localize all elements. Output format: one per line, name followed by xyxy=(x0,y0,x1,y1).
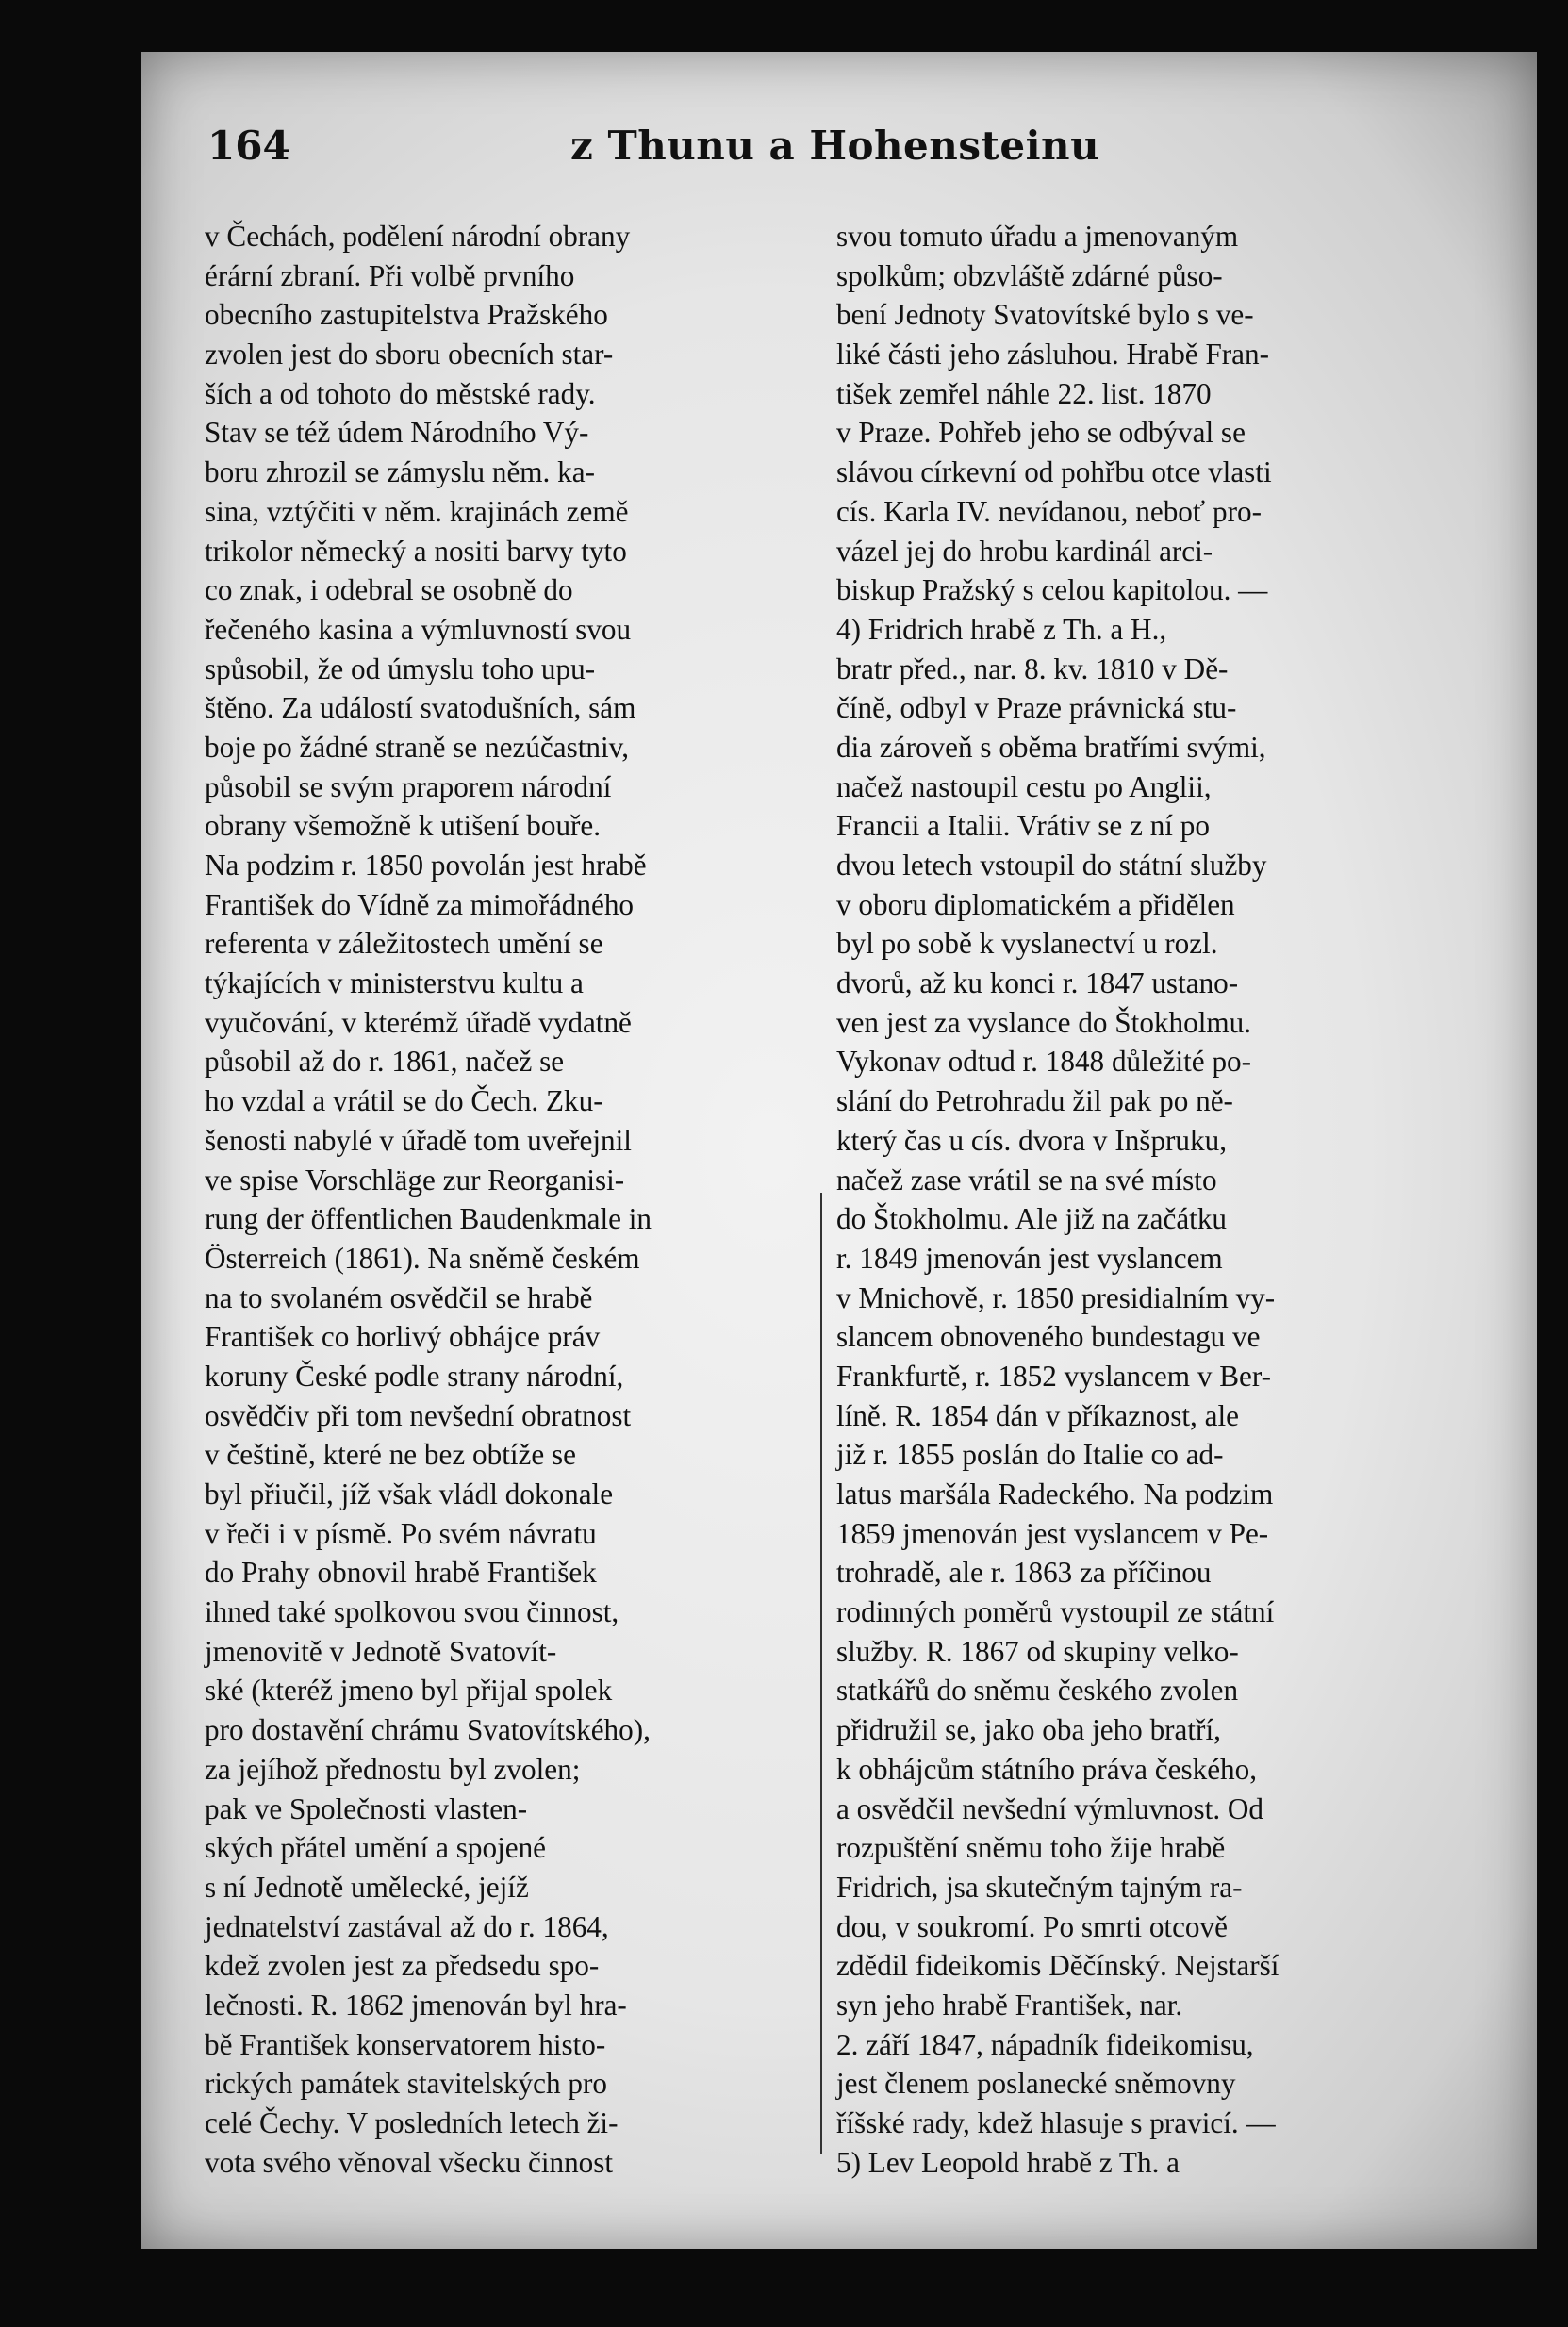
text-line: trohradě, ale r. 1863 za příčinou xyxy=(836,1556,1212,1590)
text-line: rických památek stavitelských pro xyxy=(205,2067,607,2101)
text-line: ve spise Vorschläge zur Reorganisi- xyxy=(205,1163,625,1197)
text-line: František do Vídně za mimořádného xyxy=(205,887,635,921)
text-line: ské (kteréž jmeno byl přijal spolek xyxy=(205,1674,613,1708)
left-column xyxy=(205,217,813,2182)
text-line: 4) Fridrich hrabě z Th. a H., xyxy=(836,612,1167,646)
text-line: načež zase vrátil se na své místo xyxy=(836,1163,1217,1197)
text-line: pro dostavění chrámu Svatovítského), xyxy=(205,1713,651,1747)
text-line: číně, odbyl v Praze právnická stu- xyxy=(836,691,1237,725)
text-line: bě František konservatorem histo- xyxy=(205,2027,606,2061)
text-line: ších a od tohoto do městské rady. xyxy=(205,376,596,410)
text-line: kdež zvolen jest za předsedu spo- xyxy=(205,1949,600,1983)
text-line: Francii a Italii. Vrátiv se z ní po xyxy=(836,809,1210,843)
text-line: štěno. Za událostí svatodušních, sám xyxy=(205,691,636,725)
text-line: 1859 jmenován jest vyslancem v Pe- xyxy=(836,1516,1269,1550)
right-column xyxy=(836,217,1449,2182)
text-line: slání do Petrohradu žil pak po ně- xyxy=(836,1084,1233,1118)
text-line: František co horlivý obhájce práv xyxy=(205,1320,601,1354)
text-line: s ní Jednotě umělecké, jejíž xyxy=(205,1870,529,1904)
text-line: rung der öffentlichen Baudenkmale in xyxy=(205,1202,652,1236)
text-line: bení Jednoty Svatovítské bylo s ve- xyxy=(836,298,1254,332)
text-line: vyučování, v kterémž úřadě vydatně xyxy=(205,1005,632,1039)
text-line: v oboru diplomatickém a přidělen xyxy=(836,887,1235,921)
text-line: jest členem poslanecké sněmovny xyxy=(836,2067,1236,2101)
text-line: Na podzim r. 1850 povolán jest hrabě xyxy=(205,849,647,882)
text-line: jednatelství zastával až do r. 1864, xyxy=(205,1909,609,1943)
text-line: načež nastoupil cestu po Anglii, xyxy=(836,769,1212,803)
column-divider xyxy=(820,1193,822,2154)
text-line: týkajících v ministerstvu kultu a xyxy=(205,966,584,1000)
text-line: Österreich (1861). Na sněmě českém xyxy=(205,1241,640,1275)
text-line: spůsobil, že od úmyslu toho upu- xyxy=(205,652,596,685)
book-page xyxy=(141,52,1537,2249)
text-line: působil až do r. 1861, načež se xyxy=(205,1045,565,1079)
text-line: rodinných poměrů vystoupil ze státní xyxy=(836,1595,1275,1629)
text-line: cís. Karla IV. nevídanou, neboť pro- xyxy=(836,494,1262,528)
text-line: tišek zemřel náhle 22. list. 1870 xyxy=(836,376,1212,410)
text-line: byl po sobě k vyslanectví u rozl. xyxy=(836,927,1218,961)
text-line: v češtině, které ne bez obtíže se xyxy=(205,1438,576,1472)
text-line: dvou letech vstoupil do státní služby xyxy=(836,849,1267,882)
text-line: již r. 1855 poslán do Italie co ad- xyxy=(836,1438,1224,1472)
text-line: vázel jej do hrobu kardinál arci- xyxy=(836,534,1213,568)
text-line: pak ve Společnosti vlasten- xyxy=(205,1791,528,1825)
text-line: Fridrich, jsa skutečným tajným ra- xyxy=(836,1870,1243,1904)
text-line: koruny České podle strany národní, xyxy=(205,1359,624,1393)
text-line: a osvědčil nevšední výmluvnost. Od xyxy=(836,1791,1264,1825)
text-line: dia zároveň s oběma bratřími svými, xyxy=(836,730,1266,764)
text-line: lečnosti. R. 1862 jmenován byl hra- xyxy=(205,1988,627,2022)
text-line: Stav se též údem Národního Vý- xyxy=(205,416,589,450)
text-line: 2. září 1847, nápadník fideikomisu, xyxy=(836,2027,1254,2061)
page-number: 164 xyxy=(207,123,290,169)
text-line: érární zbraní. Při volbě prvního xyxy=(205,258,575,292)
text-line: slancem obnoveného bundestagu ve xyxy=(836,1320,1261,1354)
text-line: boru zhrozil se zámyslu něm. ka- xyxy=(205,455,595,489)
text-line: ihned také spolkovou svou činnost, xyxy=(205,1595,619,1629)
page-header xyxy=(207,123,1245,198)
text-line: do Štokholmu. Ale již na začátku xyxy=(836,1202,1228,1236)
text-line: trikolor německý a nositi barvy tyto xyxy=(205,534,627,568)
text-line: služby. R. 1867 od skupiny velko- xyxy=(836,1634,1239,1668)
text-line: slávou církevní od pohřbu otce vlasti xyxy=(836,455,1272,489)
text-line: zvolen jest do sboru obecních star- xyxy=(205,338,614,371)
text-line: jmenovitě v Jednotě Svatovít- xyxy=(205,1634,557,1668)
text-line: obrany všemožně k utišení bouře. xyxy=(205,809,602,843)
text-line: obecního zastupitelstva Pražského xyxy=(205,298,608,332)
text-line: říšské rady, kdež hlasuje s pravicí. — xyxy=(836,2106,1276,2139)
text-line: v Praze. Pohřeb jeho se odbýval se xyxy=(836,416,1246,450)
text-line: osvědčiv při tom nevšední obratnost xyxy=(205,1398,632,1432)
text-line: ven jest za vyslance do Štokholmu. xyxy=(836,1005,1252,1039)
text-line: ho vzdal a vrátil se do Čech. Zku- xyxy=(205,1084,603,1118)
text-line: v Čechách, podělení národní obrany xyxy=(205,220,631,253)
text-line: dvorů, až ku konci r. 1847 ustano- xyxy=(836,966,1239,1000)
text-line: působil se svým praporem národní xyxy=(205,769,612,803)
text-line: v řeči i v písmě. Po svém návratu xyxy=(205,1516,597,1550)
text-line: r. 1849 jmenován jest vyslancem xyxy=(836,1241,1223,1275)
text-line: liké části jeho zásluhou. Hrabě Fran- xyxy=(836,338,1269,371)
text-line: do Prahy obnovil hrabě František xyxy=(205,1556,597,1590)
text-line: líně. R. 1854 dán v příkaznost, ale xyxy=(836,1398,1240,1432)
text-line: k obhájcům státního práva českého, xyxy=(836,1752,1258,1786)
text-line: latus maršála Radeckého. Na podzim xyxy=(836,1477,1274,1510)
text-line: spolkům; obzvláště zdárné půso- xyxy=(836,258,1223,292)
text-line: rozpuštění sněmu toho žije hrabě xyxy=(836,1831,1226,1865)
text-line: ských přátel umění a spojené xyxy=(205,1831,547,1865)
text-line: co znak, i odebral se osobně do xyxy=(205,573,573,607)
text-line: byl přiučil, jíž však vládl dokonale xyxy=(205,1477,614,1510)
text-line: řečeného kasina a výmluvností svou xyxy=(205,612,632,646)
running-title: z Thunu a Hohensteinu xyxy=(570,123,1100,169)
text-line: statkářů do sněmu českého zvolen xyxy=(836,1674,1239,1708)
text-line: za jejíhož přednostu byl zvolen; xyxy=(205,1752,581,1786)
text-line: celé Čechy. V posledních letech ži- xyxy=(205,2106,619,2139)
text-line: šenosti nabylé v úřadě tom uveřejnil xyxy=(205,1123,632,1157)
text-line: vota svého věnoval všecku činnost xyxy=(205,2145,614,2179)
text-line: biskup Pražský s celou kapitolou. — xyxy=(836,573,1268,607)
text-line: Frankfurtě, r. 1852 vyslancem v Ber- xyxy=(836,1359,1272,1393)
text-line: zdědil fideikomis Děčínský. Nejstarší xyxy=(836,1949,1279,1983)
text-line: Vykonav odtud r. 1848 důležité po- xyxy=(836,1045,1252,1079)
text-line: svou tomuto úřadu a jmenovaným xyxy=(836,220,1239,253)
text-line: který čas u cís. dvora v Inšpruku, xyxy=(836,1123,1227,1157)
text-line: na to svolaném osvědčil se hrabě xyxy=(205,1280,593,1314)
text-line: bratr před., nar. 8. kv. 1810 v Dě- xyxy=(836,652,1229,685)
text-line: sina, vztýčiti v něm. krajinách země xyxy=(205,494,629,528)
text-line: referenta v záležitostech umění se xyxy=(205,927,603,961)
text-line: přidružil se, jako oba jeho bratří, xyxy=(836,1713,1221,1747)
text-line: v Mnichově, r. 1850 presidialním vy- xyxy=(836,1280,1276,1314)
text-line: dou, v soukromí. Po smrti otcově xyxy=(836,1909,1228,1943)
text-line: boje po žádné straně se nezúčastniv, xyxy=(205,730,630,764)
text-line: 5) Lev Leopold hrabě z Th. a xyxy=(836,2145,1180,2179)
text-line: syn jeho hrabě František, nar. xyxy=(836,1988,1183,2022)
